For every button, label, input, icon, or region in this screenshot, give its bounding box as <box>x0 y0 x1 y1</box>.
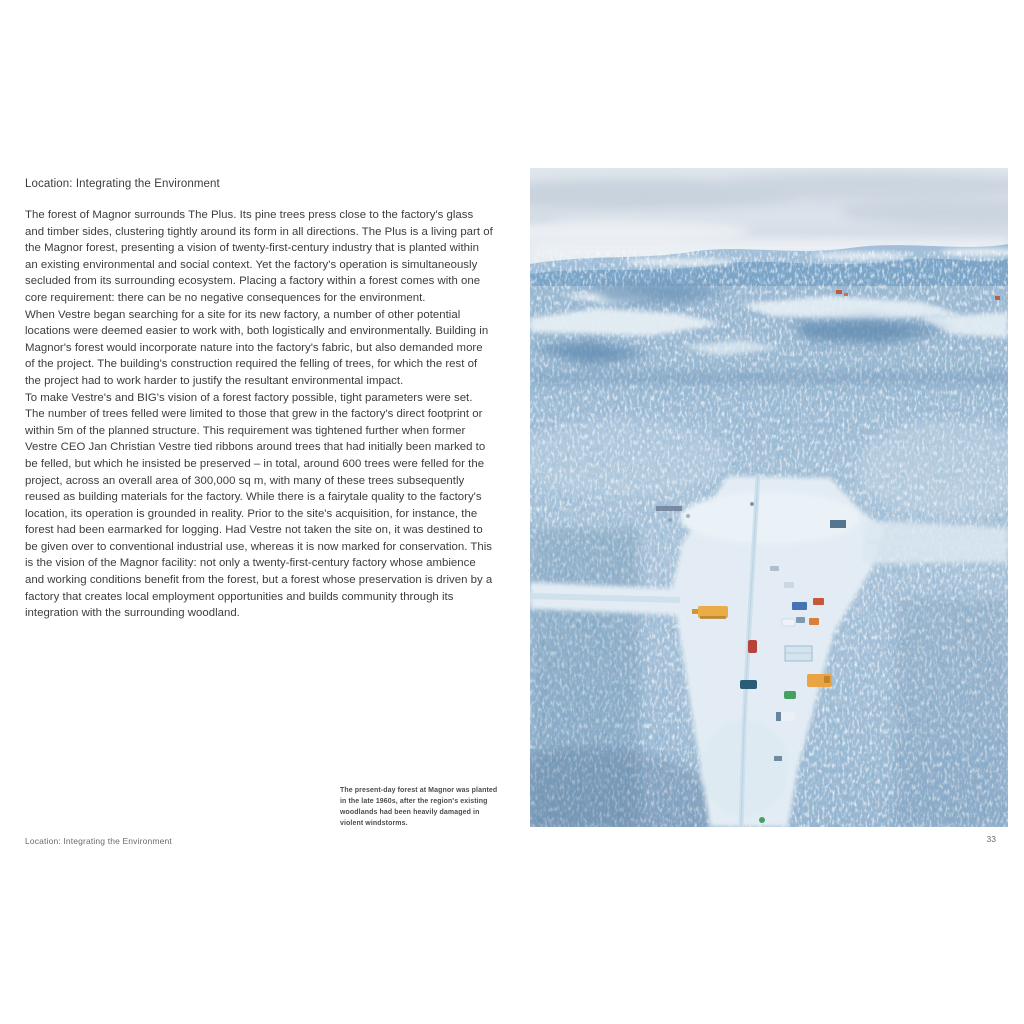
page-title: Location: Integrating the Environment <box>25 178 220 190</box>
body-text <box>25 207 493 622</box>
paragraph-1: The forest of Magnor surrounds The Plus. Its pine trees press close to the factory's glass and timber sides, clustering tightly around its form in all directions. The Plus is a living part of the Magnor forest, presenting a vision of twenty-first-century industry that is planted within an existing environmental and social context. Yet the factory's operation is simultaneously secluded from its surrounding ecosystem. Placing a factory within a forest comes with one core requirement: there can be no negative consequences for the environment. <box>25 209 493 304</box>
paragraph-2: When Vestre began searching for a site for its new factory, a number of other potential locations were deemed easier to work with, both logistically and environmentally. Building in Magnor's forest would incorporate nature into the factory's fabric, but also demanded more of the project. The building's construction required the felling of trees, for which the rest of the project had to work harder to justify the resultant environmental impact. <box>25 308 489 387</box>
running-footer: Location: Integrating the Environment <box>25 836 172 846</box>
text-column <box>25 178 493 622</box>
aerial-photo-art <box>530 168 1008 827</box>
aerial-forest-photo <box>530 168 1008 827</box>
photo-caption: The present-day forest at Magnor was planted in the late 1960s, after the region's existing woodlands had been heavily damaged in violent windstorms. <box>340 787 498 827</box>
page-number: 33 <box>986 834 996 844</box>
paragraph-3: To make Vestre's and BIG's vision of a forest factory possible, tight parameters were set. The number of trees felled were limited to those that grew in the factory's direct footprint or within 5m of the planned structure. This requirement was tightened further when former Vestre CEO Jan Christian Vestre tied ribbons around trees that had initially been marked to be felled, but which he insisted be preserved – in total, around 600 trees were felled for the project, across an overall area of 300,000 sq m, with many of these trees subsequently reused as building materials for the factory. While there is a fairytale quality to the factory's location, its operation is grounded in reality. Prior to the site's acquisition, for instance, the forest had been earmarked for logging. Had Vestre not taken the site on, it was destined to be given over to conventional industrial use, whereas it is now marked for conservation. This is the vision of the Magnor facility: not only a twenty-first-century factory whose ambience and working conditions benefit from the forest, but a forest whose preservation is driven by a factory that creates local employment opportunities and builds community through its integration with the surrounding woodland. <box>25 391 493 620</box>
